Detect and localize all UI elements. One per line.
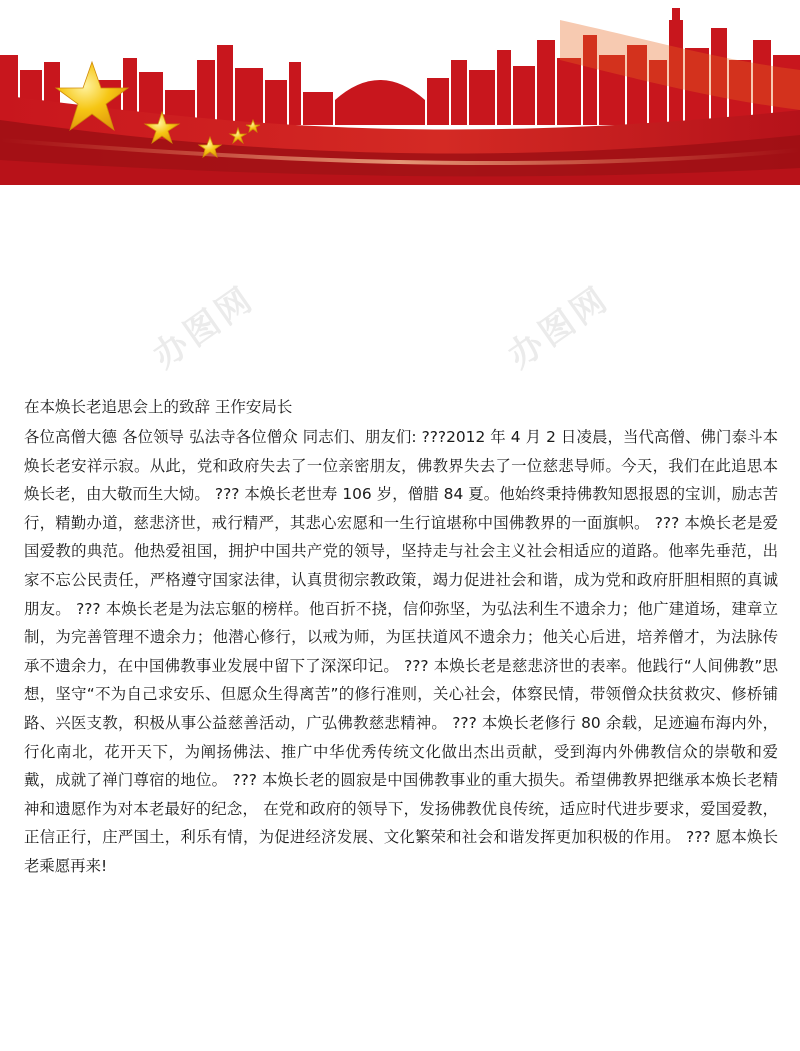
banner-graphic: [0, 0, 800, 185]
header-banner: [0, 0, 800, 185]
document-title: 在本焕长老追思会上的致辞 王作安局长: [24, 398, 293, 416]
watermark: 办图网: [145, 278, 263, 377]
document-body: 各位高僧大德 各位领导 弘法寺各位僧众 同志们、朋友们: ???2012 年 4 月 2 日凌晨，当代高僧、佛门泰斗本焕长老安祥示寂。从此，党和政府失去了一位亲密朋友，佛教界失去了一位慈悲导师。今天，我们在此追思本焕长老，由大敬而生大恸。 ??? 本焕长老世寿 106 岁，僧腊 84 夏。他始终秉持佛教知恩报恩的宝训，励志苦行，精勤办道，慈悲济世，戒行精严，其悲心宏愿和一生行谊堪称中国佛教界的一面旗帜。 ??? 本焕长老是爱国爱教的典范。他热爱祖国，拥护中国共产党的领导，坚持走与社会主义社会相适应的道路。他率先垂范，出家不忘公民责任，严格遵守国家法律，认真贯彻宗教政策，竭力促进社会和谐，成为党和政府肝胆相照的真诚朋友。 ??? 本焕长老是为法忘躯的榜样。他百折不挠，信仰弥坚，为弘法利生不遗余力；他广建道场，建章立制，为完善管理不遗余力；他潜心修行，以戒为师，为匡扶道风不遗余力；他关心后进，培养僧才，为法脉传承不遗余力，在中国佛教事业发展中留下了深深印记。 ??? 本焕长老是慈悲济世的表率。他践行“人间佛教”思想，坚守“不为自己求安乐、但愿众生得离苦”的修行准则，关心社会，体察民情，带领僧众扶贫救灾、修桥铺路、兴医支教，积极从事公益慈善活动，广弘佛教慈悲精神。 ??? 本焕长老修行 80 余载，足迹遍布海内外，行化南北，花开天下，为阐扬佛法、推广中华优秀传统文化做出杰出贡献，受到海内外佛教信众的崇敬和爱戴，成就了禅门尊宿的地位。 ??? 本焕长老的圆寂是中国佛教事业的重大损失。希望佛教界把继承本焕长老精神和遗愿作为对本老最好的纪念， 在党和政府的领导下，发扬佛教优良传统，适应时代进步要求，爱国爱教，正信正行，庄严国土，利乐有情，为促进经济发展、文化繁荣和社会和谐发挥更加积极的作用。 ??? 愿本焕长老乘愿再来!: [24, 428, 778, 875]
watermark: 办图网: [500, 278, 618, 377]
